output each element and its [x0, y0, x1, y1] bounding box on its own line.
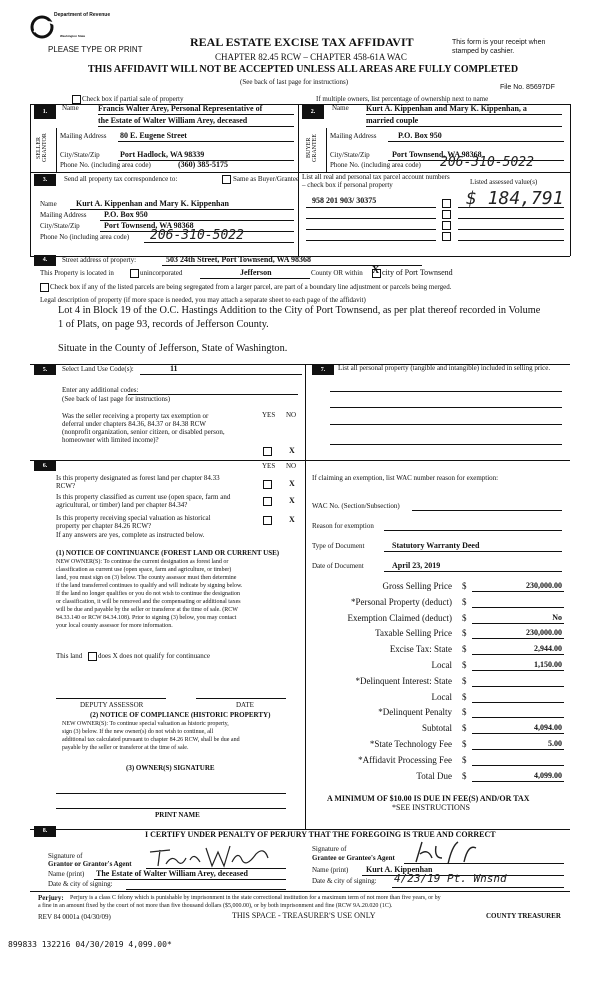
- s6-q3-b: property per chapter 84.26 RCW?: [56, 522, 152, 530]
- county-or-within: County OR within: [311, 269, 363, 277]
- tax-row-label: Total Due: [416, 770, 452, 781]
- s6-q2-no-mark: X: [289, 496, 295, 505]
- doc-type: Statutory Warranty Deed: [392, 541, 480, 550]
- section-4-badge: 4.: [34, 255, 56, 266]
- grantor-name-label: Name (print): [48, 870, 85, 878]
- notice-line-8: 84.33.140 or RCW 84.34.108). Prior to signing (3) below, you may contact: [56, 615, 237, 621]
- s5-yes: YES: [262, 411, 276, 419]
- dollar-sign: $: [462, 596, 467, 607]
- minimum-note: A MINIMUM OF $10.00 IS DUE IN FEE(S) AND/OR TAX: [327, 794, 530, 803]
- s6-q1-no-mark: X: [289, 479, 295, 488]
- s6-q1-b: RCW?: [56, 482, 76, 490]
- seller-mailing: 80 E. Eugene Street: [120, 131, 187, 140]
- not-accepted-notice: THIS AFFIDAVIT WILL NOT BE ACCEPTED UNLESS ALL AREAS ARE FULLY COMPLETED: [88, 64, 519, 75]
- s5-see-back: (See back of last page for instructions): [62, 395, 171, 403]
- unincorporated-checkbox[interactable]: [130, 269, 139, 278]
- buyer-name-line2: married couple: [366, 116, 419, 125]
- property-street: 503 24th Street, Port Townsend, WA 98368: [166, 255, 312, 264]
- parcel-checkbox-4[interactable]: [442, 232, 451, 241]
- partial-sale-checkbox[interactable]: [72, 95, 81, 104]
- city-of-label: city of Port Townsend: [382, 268, 453, 277]
- grantor-sig-label-2: Grantor or Grantor's Agent: [48, 860, 132, 868]
- s6-q2-yes[interactable]: [263, 497, 272, 506]
- notice-line-2: classification as current use (open space, farm and agriculture, or timber): [56, 567, 232, 573]
- tax-row-label: *Affidavit Processing Fee: [358, 754, 452, 765]
- form-title: REAL ESTATE EXCISE TAX AFFIDAVIT: [190, 35, 414, 49]
- s5-yes-checkbox[interactable]: [263, 447, 272, 456]
- doc-date-label: Date of Document: [312, 562, 364, 570]
- print-name-label: PRINT NAME: [155, 811, 200, 819]
- section-1-badge: 1.: [34, 105, 56, 119]
- tax-row-label: *Delinquent Penalty: [378, 707, 452, 718]
- notice-line-1: NEW OWNER(S): To continue the current designation as forest land or: [56, 559, 229, 565]
- s6-q4: If any answers are yes, complete as instructed below.: [56, 531, 205, 539]
- receipt-note: This form is your receipt when stamped by cashier.: [452, 39, 546, 55]
- county-name: Jefferson: [240, 268, 272, 277]
- deputy-assessor-label: DEPUTY ASSESSOR: [80, 701, 144, 709]
- tax-row-value: 2,944.00: [534, 644, 562, 654]
- grantor-date-label: Date & city of signing:: [48, 880, 113, 888]
- s3-city: Port Townsend, WA 98368: [104, 221, 194, 230]
- seller-side-label: SELLER GRANTOR: [36, 133, 48, 163]
- section-7-badge: 7.: [312, 365, 334, 375]
- doc-date: April 23, 2019: [392, 561, 441, 570]
- tax-row-value: 4,094.00: [534, 723, 562, 733]
- s6-q1-a: Is this property designated as forest land per chapter 84.33: [56, 474, 220, 482]
- grantee-date-label: Date & city of signing:: [312, 877, 377, 885]
- exemption-claim-label: If claiming an exemption, list WAC number reason for exemption:: [312, 474, 499, 482]
- notice-line-4: if the land transferred continues to qualify and will indicate by signing below.: [56, 583, 243, 589]
- within-city-mark: X: [372, 265, 380, 276]
- buyer-mailing-label: Mailing Address: [330, 132, 377, 140]
- same-as-buyer-checkbox[interactable]: [222, 175, 231, 184]
- land-does-checkbox[interactable]: [88, 652, 97, 661]
- perjury-label: Perjury:: [38, 894, 64, 902]
- certify-text: I CERTIFY UNDER PENALTY OF PERJURY THAT THE FOREGOING IS TRUE AND CORRECT: [145, 830, 496, 839]
- legal-line-3: Situate in the County of Jefferson, State of Washington.: [58, 343, 288, 354]
- section-2-badge: 2.: [302, 105, 324, 119]
- dollar-sign: $: [462, 739, 467, 749]
- tax-row-label: Exemption Claimed (deduct): [347, 612, 452, 623]
- located-in-label: This Property is located in: [40, 269, 114, 277]
- seller-name-line1: Francis Walter Arey, Personal Representative of: [98, 104, 263, 113]
- please-type: PLEASE TYPE OR PRINT: [48, 45, 143, 54]
- grantor-sig-label-1: Signature of: [48, 852, 83, 860]
- legal-line-1: Lot 4 in Block 19 of the O.C. Hastings Addition to the City of Port Townsend, as per plat thereof recorded in Volume: [58, 305, 541, 316]
- doc-type-label: Type of Document: [312, 542, 365, 550]
- notice-line-9: your local county assessor for more information.: [56, 623, 173, 629]
- s6-q2-a: Is this property classified as current use (open space, farm and: [56, 493, 231, 501]
- notice-line-3: land, you must sign on (3) below. The county assessor must then determine: [56, 575, 237, 581]
- parcel-checkbox-3[interactable]: [442, 221, 451, 230]
- dollar-sign: $: [462, 754, 467, 765]
- buyer-phone-label: Phone No. (including area code): [330, 161, 421, 169]
- dollar-sign: $: [462, 691, 467, 702]
- legal-desc-label: Legal description of property (if more space is needed, you may attach a separate sheet to each page of the affidavit): [40, 296, 366, 304]
- s5-q-line-4: homeowner with limited income)?: [62, 436, 159, 444]
- send-correspondence-label: Send all property tax correspondence to:: [64, 175, 178, 183]
- s3-phone: 206-310-5022: [150, 228, 244, 243]
- notice-compliance-title: (2) NOTICE OF COMPLIANCE (HISTORIC PROPERTY): [90, 711, 271, 719]
- s3-name-label: Name: [40, 200, 57, 208]
- s5-q-line-3: (nonprofit organization, senior citizen, or disabled person,: [62, 428, 225, 436]
- wac-no-label: WAC No. (Section/Subsection): [312, 502, 400, 510]
- tax-row-label: Local: [431, 660, 452, 670]
- s3-mailing-label: Mailing Address: [40, 211, 87, 219]
- s6-no: NO: [286, 462, 297, 470]
- section-8-badge: 8.: [34, 826, 56, 837]
- seller-mailing-label: Mailing Address: [60, 132, 107, 140]
- logo-department: Department of Revenue: [54, 12, 111, 18]
- s6-q1-yes[interactable]: [263, 480, 272, 489]
- seller-city: Port Hadlock, WA 98339: [120, 150, 205, 159]
- file-number: File No. 85697DF: [500, 84, 555, 91]
- reason-label: Reason for exemption: [312, 522, 374, 530]
- notice-continuance-title: (1) NOTICE OF CONTINUANCE (FOREST LAND OR CURRENT USE): [56, 549, 280, 557]
- seller-phone-label: Phone No. (including area code): [60, 161, 151, 169]
- grantee-sig-label-2: Grantee or Grantee's Agent: [312, 854, 395, 862]
- seller-name-line2: the Estate of Walter William Arey, deceased: [98, 116, 248, 125]
- partial-sale-label: Check box if partial sale of property: [82, 95, 184, 103]
- tax-row-label: *Personal Property (deduct): [351, 596, 452, 607]
- unincorporated-label: unincorporated: [140, 269, 183, 277]
- dollar-sign: $: [462, 723, 467, 734]
- tax-row-label: *State Technology Fee: [369, 739, 452, 749]
- s3-mailing: P.O. Box 950: [104, 210, 148, 219]
- notice-line-7: will be due and payable by the seller or transferor at the time of sale. (RCW: [56, 607, 238, 613]
- buyer-phone: 206-310-5022: [440, 155, 534, 170]
- s6-q2-b: agricultural, or timber) land per chapter 84.34?: [56, 501, 188, 509]
- parcel-checkbox-1[interactable]: [442, 199, 451, 208]
- dollar-sign: $: [462, 644, 467, 655]
- s3-name: Kurt A. Kippenhan and Mary K. Kippenhan: [76, 199, 229, 208]
- s5-q-line-2: deferral under chapters 84.36, 84.37 or 84.38 RCW: [62, 420, 207, 428]
- dollar-sign: $: [462, 612, 467, 623]
- seller-name-label: Name: [62, 104, 79, 112]
- tax-row-label: Excise Tax: State: [389, 644, 452, 655]
- tax-row-label: *Delinquent Interest: State: [355, 675, 452, 686]
- grantee-name: Kurt A. Kippenhan: [366, 865, 433, 874]
- s6-q3-a: Is this property receiving special valuation as historical: [56, 514, 211, 522]
- dollar-sign: $: [462, 770, 467, 781]
- compliance-line-3: additional tax calculated pursuant to chapter 84.26 RCW, shall be due and: [62, 737, 240, 743]
- buyer-side-label: BUYER GRANTEE: [306, 134, 318, 162]
- segregated-checkbox[interactable]: [40, 283, 49, 292]
- tax-row-value: 230,000.00: [526, 628, 562, 638]
- tax-row-value: 230,000.00: [526, 581, 562, 590]
- s5-no-mark: X: [289, 446, 295, 455]
- grantee-sig-label-1: Signature of: [312, 845, 347, 853]
- parcel-label: List all real and personal tax parcel account numbers – check box if personal property: [302, 173, 450, 189]
- compliance-line-2: sign (3) below. If the new owner(s) do not wish to continue, all: [62, 729, 214, 735]
- dor-logo: [30, 10, 111, 40]
- tax-row-value: 4,099.00: [534, 770, 562, 780]
- dollar-sign: $: [462, 581, 467, 591]
- additional-codes-label: Enter any additional codes:: [62, 386, 139, 394]
- tax-row-value: No: [552, 612, 562, 622]
- cashier-stamp: 899833 132216 04/30/2019 4,099.00*: [8, 940, 172, 949]
- assessed-value: $ 184,791: [466, 188, 564, 209]
- perjury-line-1: Perjury is a class C felony which is punishable by imprisonment in the state correctional institution for a maximum term of not more than five years, or by: [70, 895, 441, 901]
- s3-phone-label: Phone No (including area code): [40, 233, 130, 241]
- street-label: Street address of property:: [62, 256, 137, 264]
- multiple-owners-note: If multiple owners, list percentage of ownership next to name: [316, 95, 489, 103]
- rev-number: REV 84 0001a (04/30/09): [38, 913, 111, 921]
- s5-q-line-1: Was the seller receiving a property tax exemption or: [62, 412, 209, 420]
- buyer-city: Port Townsend, WA 98368: [392, 150, 482, 159]
- s6-q3-no-mark: X: [289, 515, 295, 524]
- dollar-sign: $: [462, 675, 467, 686]
- s5-no: NO: [286, 411, 297, 419]
- buyer-city-label: City/State/Zip: [330, 151, 370, 159]
- grantee-name-label: Name (print): [312, 866, 349, 874]
- land-does-label: This land: [56, 652, 83, 660]
- county-treasurer: COUNTY TREASURER: [486, 912, 561, 920]
- personal-property-label: List all personal property (tangible and intangible) included in selling price.: [338, 364, 551, 372]
- compliance-line-1: NEW OWNER(S): To continue special valuation as historic property,: [62, 721, 229, 727]
- land-use-code: 11: [170, 364, 178, 373]
- dollar-sign: $: [462, 628, 467, 639]
- buyer-name-line1: Kurt A. Kippenhan and Mary K. Kippenhan, a: [366, 104, 527, 113]
- land-use-label: Select Land Use Code(s):: [62, 365, 134, 373]
- tax-row-label: Subtotal: [421, 723, 452, 734]
- notice-line-6: or classification, it will be removed and the compensating or additional taxes: [56, 599, 241, 605]
- tax-row-label: Gross Selling Price: [382, 581, 452, 591]
- parcel-number: 958 201 903/ 30375: [312, 196, 377, 205]
- land-does-text: does X does not qualify for continuance: [98, 652, 210, 660]
- grantee-date-city: 4/23/19 Pt. Wnsnd: [394, 872, 507, 885]
- seller-phone: (360) 385-5175: [178, 160, 228, 169]
- notice-line-5: If the land no longer qualifies or you do not wish to continue the designation: [56, 591, 240, 597]
- tax-row-label: Local: [431, 691, 452, 702]
- section-6-badge: 6.: [34, 461, 56, 471]
- owner-signature-label: (3) OWNER(S) SIGNATURE: [126, 764, 215, 772]
- date-label: DATE: [236, 701, 254, 709]
- s6-q3-yes[interactable]: [263, 516, 272, 525]
- dollar-sign: $: [462, 707, 467, 718]
- same-as-buyer-label: Same as Buyer/Grantee: [233, 175, 300, 183]
- tax-row-label: Taxable Selling Price: [375, 628, 452, 639]
- grantor-name: The Estate of Walter William Arey, deceased: [96, 869, 248, 878]
- section-3-badge: 3.: [34, 174, 56, 186]
- parcel-checkbox-2[interactable]: [442, 210, 451, 219]
- buyer-name-label: Name: [332, 104, 349, 112]
- assessed-label: Listed assessed value(s): [470, 178, 538, 186]
- tax-row-value: 1,150.00: [534, 660, 562, 669]
- see-back-header: (See back of last page for instructions): [240, 78, 349, 86]
- s3-city-label: City/State/Zip: [40, 222, 80, 230]
- perjury-line-2: a fine in an amount fixed by the court of not more than five thousand dollars ($5,000.00), or by both imprisonment and fine (RCW 9A.20.020 (1C).: [38, 903, 393, 909]
- buyer-mailing: P.O. Box 950: [398, 131, 442, 140]
- compliance-line-4: payable by the seller or transferor at the time of sale.: [62, 745, 189, 751]
- treasurer-use: THIS SPACE - TREASURER'S USE ONLY: [232, 911, 376, 920]
- form-chapter: CHAPTER 82.45 RCW – CHAPTER 458-61A WAC: [215, 52, 407, 62]
- see-instructions: *SEE INSTRUCTIONS: [392, 803, 471, 812]
- legal-line-2: 1 of Plats, on page 93, records of Jefferson County.: [58, 319, 269, 330]
- s6-yes: YES: [262, 462, 276, 470]
- seller-city-label: City/State/Zip: [60, 151, 100, 159]
- tax-row-value: 5.00: [548, 739, 562, 748]
- section-5-badge: 5.: [34, 365, 56, 375]
- dollar-sign: $: [462, 660, 467, 670]
- logo-sub: Washington State: [60, 34, 86, 38]
- segregated-label: Check box if any of the listed parcels are being segregated from a larger parcel, are part of a boundary line adjustment or parcels being merged.: [50, 283, 452, 291]
